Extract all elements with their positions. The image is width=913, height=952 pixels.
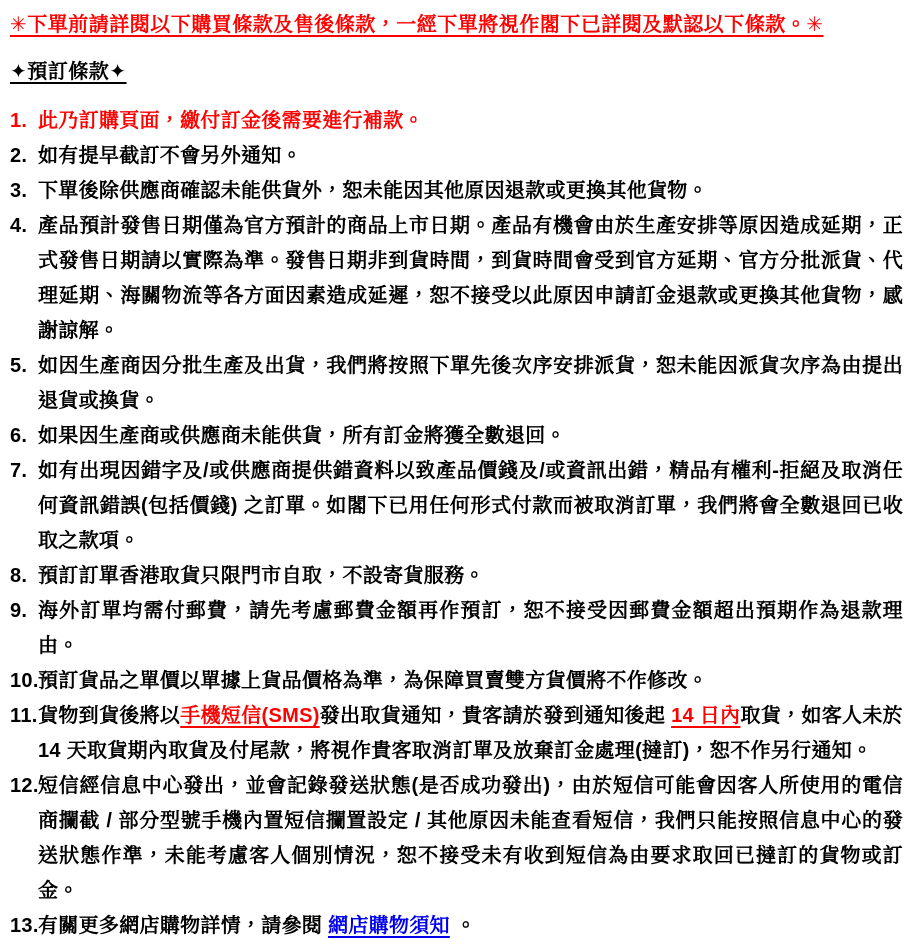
term-number: 3. [10,180,28,202]
term-item [10,104,903,139]
term-number: 10. [10,670,39,692]
term-text-segment: 14 日內 [671,705,741,727]
term-item [10,769,903,909]
term-number: 11. [10,705,38,727]
term-text-segment: 。 [449,915,477,937]
term-item [10,174,903,209]
term-item [10,419,903,454]
term-text-segment: 預訂貨品之單價以單據上貨品價格為準，為保障買賣雙方貨價將不作修改。 [38,670,708,692]
term-item [10,594,903,664]
term-text-segment: 手機短信(SMS) [180,705,320,727]
term-text-segment: 預訂訂單香港取貨只限門市自取，不設寄貨服務。 [38,565,485,587]
terms-list [10,104,903,944]
term-item [10,559,903,594]
term-text-segment: 海外訂單均需付郵費，請先考慮郵費金額再作預訂，恕不接受因郵費金額超出預期作為退款理由。 [38,600,903,657]
term-number: 1. [10,110,28,132]
store-shopping-guide-link[interactable]: 網店購物須知 [328,915,450,937]
term-text-segment: 如果因生產商或供應商未能供貨，所有訂金將獲全數退回。 [38,425,566,447]
term-number: 7. [10,460,28,482]
purchase-terms-notice: ✳下單前請詳閱以下購買條款及售後條款，一經下單將視作閣下已詳閱及默認以下條款。✳ [10,14,824,36]
term-item [10,699,903,769]
term-text-segment: 貨物到貨後將以 [38,705,181,727]
preorder-terms-heading: ✦預訂條款✦ [10,61,127,83]
term-text-segment: 取貨，如客人未於 14 天取貨期內取貨及付尾款，將視作貴客取消訂單及放棄訂金處理(撻訂)，恕不作另行通知。 [38,705,903,762]
term-number: 12. [10,775,39,797]
term-text-segment: 短信經信息中心發出，並會記錄發送狀態(是否成功發出)，由於短信可能會因客人所使用的電信商攔截 / 部分型號手機內置短信攔置設定 / 其他原因未能查看短信，我們只能按照信息中心的發送狀態作準，未能考慮客人個別情況，恕不接受未有收到短信為由要求取回已撻訂的貨物或訂金。 [38,775,903,902]
term-number: 2. [10,145,28,167]
term-number: 6. [10,425,28,447]
term-text-segment: 產品預計發售日期僅為官方預計的商品上市日期。產品有機會由於生產安排等原因造成延期，正式發售日期請以實際為準。發售日期非到貨時間，到貨時間會受到官方延期、官方分批派貨、代理延期、海關物流等各方面因素造成延遲，恕不接受以此原因申請訂金退款或更換其他貨物，感謝諒解。 [38,215,903,342]
term-text-segment: 下單後除供應商確認未能供貨外，恕未能因其他原因退款或更換其他貨物。 [38,180,708,202]
term-item [10,209,903,349]
term-text-segment: 如有出現因錯字及/或供應商提供錯資料以致產品價錢及/或資訊出錯，精品有權利-拒絕及取消任何資訊錯誤(包括價錢) 之訂單。如閣下已用任何形式付款而被取消訂單，我們將會全數退回已收取之款項。 [38,460,903,552]
term-number: 13. [10,915,39,937]
term-number: 5. [10,355,28,377]
term-text-segment: 有關更多網店購物詳情，請參閱 [38,915,329,937]
term-number: 8. [10,565,28,587]
term-text-segment: 此乃訂購頁面，繳付訂金後需要進行補款。 [38,110,424,132]
term-item [10,139,903,174]
term-number: 9. [10,600,28,622]
term-item [10,454,903,559]
term-text-segment: 如因生產商因分批生產及出貨，我們將按照下單先後次序安排派貨，恕未能因派貨次序為由提出退貨或換貨。 [38,355,903,412]
term-text-segment: 如有提早截訂不會另外通知。 [38,145,302,167]
term-item [10,909,903,944]
term-text-segment: 發出取貨通知，貴客請於發到通知後起 [319,705,672,727]
term-number: 4. [10,215,28,237]
term-item [10,664,903,699]
term-item [10,349,903,419]
